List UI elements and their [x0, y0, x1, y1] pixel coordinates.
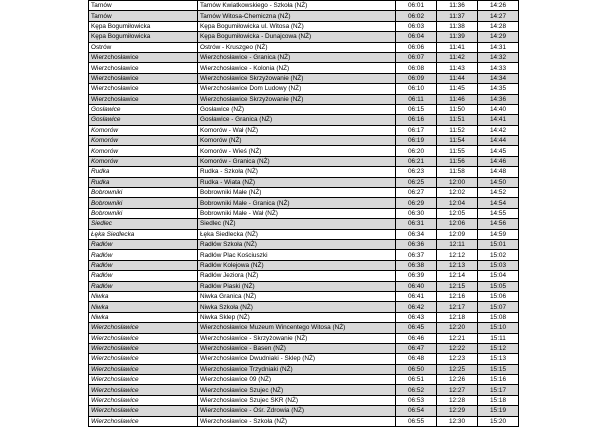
- departure-time-2-cell: 11:51: [437, 115, 478, 125]
- locality-cell: Wierzchosławice: [89, 323, 198, 333]
- departure-time-1-cell: 06:06: [396, 42, 437, 52]
- table-row: [89, 281, 519, 291]
- departure-time-1-cell: 06:08: [396, 63, 437, 73]
- stop-name-cell: Wierzchosławice - Basen (NŻ): [198, 343, 396, 353]
- departure-time-1-cell: 06:02: [396, 11, 437, 21]
- stop-name-cell: Komorów (NŻ): [198, 136, 396, 146]
- table-row: [89, 250, 519, 260]
- departure-time-2-cell: 12:29: [437, 406, 478, 416]
- departure-time-1-cell: 06:19: [396, 136, 437, 146]
- table-row: [89, 406, 519, 416]
- departure-time-3-cell: 14:52: [478, 188, 519, 198]
- departure-time-2-cell: 12:26: [437, 375, 478, 385]
- table-row: [89, 146, 519, 156]
- departure-time-3-cell: 14:40: [478, 104, 519, 114]
- locality-cell: Wierzchosławice: [89, 375, 198, 385]
- departure-time-1-cell: 06:43: [396, 312, 437, 322]
- locality-cell: Radłów: [89, 271, 198, 281]
- locality-cell: Siedlec: [89, 219, 198, 229]
- departure-time-1-cell: 06:20: [396, 146, 437, 156]
- departure-time-3-cell: 14:34: [478, 73, 519, 83]
- departure-time-1-cell: 06:31: [396, 219, 437, 229]
- departure-time-1-cell: 06:53: [396, 395, 437, 405]
- locality-cell: Komorów: [89, 146, 198, 156]
- departure-time-2-cell: 12:16: [437, 291, 478, 301]
- departure-time-2-cell: 11:36: [437, 1, 478, 11]
- table-row: [89, 208, 519, 218]
- locality-cell: Wierzchosławice: [89, 385, 198, 395]
- departure-time-2-cell: 12:28: [437, 395, 478, 405]
- timetable-table: [88, 0, 519, 427]
- table-row: [89, 188, 519, 198]
- stop-name-cell: Wierzchosławice Skrzyżowanie (NŻ): [198, 94, 396, 104]
- departure-time-3-cell: 15:04: [478, 271, 519, 281]
- departure-time-3-cell: 14:45: [478, 146, 519, 156]
- stop-name-cell: Kępa Bogumiłowicka - Dunajcowa (NŻ): [198, 32, 396, 42]
- stop-name-cell: Radłów Kolejowa (NŻ): [198, 260, 396, 270]
- locality-cell: Tarnów: [89, 1, 198, 11]
- stop-name-cell: Bobrowniki Małe - Granica (NŻ): [198, 198, 396, 208]
- departure-time-3-cell: 14:42: [478, 125, 519, 135]
- departure-time-1-cell: 06:04: [396, 32, 437, 42]
- locality-cell: Wierzchosławice: [89, 395, 198, 405]
- table-row: [89, 136, 519, 146]
- locality-cell: Rudka: [89, 167, 198, 177]
- departure-time-2-cell: 11:37: [437, 11, 478, 21]
- stop-name-cell: Radłów Plac Kościuszki: [198, 250, 396, 260]
- departure-time-1-cell: 06:36: [396, 239, 437, 249]
- departure-time-1-cell: 06:50: [396, 364, 437, 374]
- stop-name-cell: Wierzchosławice - Szkoła (NŻ): [198, 416, 396, 426]
- locality-cell: Bobrowniki: [89, 188, 198, 198]
- table-row: [89, 167, 519, 177]
- departure-time-3-cell: 15:08: [478, 312, 519, 322]
- departure-time-3-cell: 15:06: [478, 291, 519, 301]
- departure-time-3-cell: 15:18: [478, 395, 519, 405]
- stop-name-cell: Siedlec (NŻ): [198, 219, 396, 229]
- locality-cell: Kępa Bogumiłowicka: [89, 21, 198, 31]
- locality-cell: Wierzchosławice: [89, 364, 198, 374]
- table-row: [89, 94, 519, 104]
- table-row: [89, 42, 519, 52]
- departure-time-1-cell: 06:41: [396, 291, 437, 301]
- table-row: [89, 73, 519, 83]
- stop-name-cell: Niwka Sklep (NŻ): [198, 312, 396, 322]
- stop-name-cell: Komorów - Wieś (NŻ): [198, 146, 396, 156]
- departure-time-1-cell: 06:45: [396, 323, 437, 333]
- locality-cell: Ostrów: [89, 42, 198, 52]
- locality-cell: Bobrowniki: [89, 198, 198, 208]
- departure-time-2-cell: 12:15: [437, 281, 478, 291]
- departure-time-3-cell: 14:44: [478, 136, 519, 146]
- table-row: [89, 84, 519, 94]
- departure-time-2-cell: 12:25: [437, 364, 478, 374]
- locality-cell: Wierzchosławice: [89, 354, 198, 364]
- departure-time-2-cell: 12:18: [437, 312, 478, 322]
- departure-time-2-cell: 12:05: [437, 208, 478, 218]
- departure-time-1-cell: 06:51: [396, 375, 437, 385]
- departure-time-2-cell: 12:17: [437, 302, 478, 312]
- departure-time-3-cell: 14:36: [478, 94, 519, 104]
- departure-time-1-cell: 06:15: [396, 104, 437, 114]
- stop-name-cell: Wierzchosławice Trzydniaki (NŻ): [198, 364, 396, 374]
- table-row: [89, 385, 519, 395]
- locality-cell: Niwka: [89, 312, 198, 322]
- locality-cell: Komorów: [89, 125, 198, 135]
- table-row: [89, 364, 519, 374]
- departure-time-3-cell: 15:17: [478, 385, 519, 395]
- departure-time-2-cell: 11:44: [437, 73, 478, 83]
- table-row: [89, 32, 519, 42]
- departure-time-1-cell: 06:54: [396, 406, 437, 416]
- departure-time-1-cell: 06:30: [396, 208, 437, 218]
- timetable-body: [89, 1, 519, 427]
- departure-time-2-cell: 11:58: [437, 167, 478, 177]
- locality-cell: Wierzchosławice: [89, 406, 198, 416]
- table-row: [89, 416, 519, 426]
- stop-name-cell: Niwka Granica (NŻ): [198, 291, 396, 301]
- departure-time-2-cell: 12:23: [437, 354, 478, 364]
- table-row: [89, 63, 519, 73]
- departure-time-3-cell: 14:28: [478, 21, 519, 31]
- locality-cell: Radłów: [89, 260, 198, 270]
- table-row: [89, 115, 519, 125]
- table-row: [89, 125, 519, 135]
- table-row: [89, 323, 519, 333]
- departure-time-1-cell: 06:37: [396, 250, 437, 260]
- departure-time-3-cell: 14:27: [478, 11, 519, 21]
- departure-time-1-cell: 06:29: [396, 198, 437, 208]
- departure-time-3-cell: 15:10: [478, 323, 519, 333]
- stop-name-cell: Wierzchosławice 09 (NŻ): [198, 375, 396, 385]
- departure-time-1-cell: 06:17: [396, 125, 437, 135]
- locality-cell: Komorów: [89, 156, 198, 166]
- stop-name-cell: Wierzchosławice - Skrzyżowanie (NŻ): [198, 333, 396, 343]
- departure-time-3-cell: 15:12: [478, 343, 519, 353]
- departure-time-2-cell: 11:50: [437, 104, 478, 114]
- locality-cell: Rudka: [89, 177, 198, 187]
- stop-name-cell: Bobrowniki Małe - Wał (NŻ): [198, 208, 396, 218]
- departure-time-2-cell: 12:12: [437, 250, 478, 260]
- departure-time-3-cell: 14:55: [478, 208, 519, 218]
- departure-time-2-cell: 12:11: [437, 239, 478, 249]
- table-row: [89, 343, 519, 353]
- departure-time-2-cell: 11:52: [437, 125, 478, 135]
- table-row: [89, 239, 519, 249]
- departure-time-2-cell: 12:30: [437, 416, 478, 426]
- departure-time-1-cell: 06:03: [396, 21, 437, 31]
- departure-time-3-cell: 15:07: [478, 302, 519, 312]
- departure-time-1-cell: 06:21: [396, 156, 437, 166]
- stop-name-cell: Radłów Szkoła (NŻ): [198, 239, 396, 249]
- departure-time-2-cell: 11:39: [437, 32, 478, 42]
- departure-time-2-cell: 11:45: [437, 84, 478, 94]
- departure-time-2-cell: 11:42: [437, 52, 478, 62]
- locality-cell: Gosławice: [89, 115, 198, 125]
- table-row: [89, 302, 519, 312]
- stop-name-cell: Wierzchosławice Skrzyżowanie (NŻ): [198, 73, 396, 83]
- departure-time-3-cell: 14:26: [478, 1, 519, 11]
- departure-time-2-cell: 12:13: [437, 260, 478, 270]
- locality-cell: Niwka: [89, 291, 198, 301]
- stop-name-cell: Łęka Siedlecka (NŻ): [198, 229, 396, 239]
- departure-time-3-cell: 14:29: [478, 32, 519, 42]
- departure-time-3-cell: 15:05: [478, 281, 519, 291]
- locality-cell: Wierzchosławice: [89, 63, 198, 73]
- departure-time-3-cell: 14:32: [478, 52, 519, 62]
- locality-cell: Kępa Bogumiłowicka: [89, 32, 198, 42]
- departure-time-1-cell: 06:39: [396, 271, 437, 281]
- stop-name-cell: Wierzchosławice Szujec SKR (NŻ): [198, 395, 396, 405]
- table-row: [89, 312, 519, 322]
- departure-time-3-cell: 15:15: [478, 364, 519, 374]
- departure-time-3-cell: 14:33: [478, 63, 519, 73]
- departure-time-1-cell: 06:07: [396, 52, 437, 62]
- table-row: [89, 52, 519, 62]
- departure-time-1-cell: 06:09: [396, 73, 437, 83]
- table-row: [89, 1, 519, 11]
- departure-time-1-cell: 06:40: [396, 281, 437, 291]
- departure-time-1-cell: 06:11: [396, 94, 437, 104]
- stop-name-cell: Gosławice (NŻ): [198, 104, 396, 114]
- departure-time-1-cell: 06:52: [396, 385, 437, 395]
- departure-time-1-cell: 06:55: [396, 416, 437, 426]
- departure-time-2-cell: 11:54: [437, 136, 478, 146]
- locality-cell: Wierzchosławice: [89, 84, 198, 94]
- departure-time-3-cell: 14:48: [478, 167, 519, 177]
- stop-name-cell: Ostrów - Kruszgeo (NŻ): [198, 42, 396, 52]
- departure-time-1-cell: 06:42: [396, 302, 437, 312]
- table-row: [89, 219, 519, 229]
- departure-time-1-cell: 06:01: [396, 1, 437, 11]
- stop-name-cell: Niwka Szkoła (NŻ): [198, 302, 396, 312]
- locality-cell: Bobrowniki: [89, 208, 198, 218]
- departure-time-3-cell: 15:11: [478, 333, 519, 343]
- departure-time-2-cell: 11:43: [437, 63, 478, 73]
- departure-time-2-cell: 12:21: [437, 333, 478, 343]
- departure-time-3-cell: 14:56: [478, 219, 519, 229]
- departure-time-3-cell: 15:03: [478, 260, 519, 270]
- locality-cell: Radłów: [89, 281, 198, 291]
- stop-name-cell: Tarnów Kwiatkowskiego - Szkoła (NŻ): [198, 1, 396, 11]
- departure-time-3-cell: 14:46: [478, 156, 519, 166]
- departure-time-2-cell: 12:27: [437, 385, 478, 395]
- stop-name-cell: Wierzchosławice Dwudniaki - Sklep (NŻ): [198, 354, 396, 364]
- table-row: [89, 198, 519, 208]
- locality-cell: Tarnów: [89, 11, 198, 21]
- departure-time-1-cell: 06:34: [396, 229, 437, 239]
- stop-name-cell: Tarnów Witosa-Chemiczna (NŻ): [198, 11, 396, 21]
- table-row: [89, 395, 519, 405]
- departure-time-1-cell: 06:48: [396, 354, 437, 364]
- departure-time-2-cell: 12:22: [437, 343, 478, 353]
- departure-time-2-cell: 12:14: [437, 271, 478, 281]
- stop-name-cell: Wierzchosławice - Ośr. Zdrowia (NŻ): [198, 406, 396, 416]
- departure-time-3-cell: 15:13: [478, 354, 519, 364]
- stop-name-cell: Wierzchosławice - Granica (NŻ): [198, 52, 396, 62]
- stop-name-cell: Wierzchosławice Muzeum Wincentego Witosa (NŻ): [198, 323, 396, 333]
- departure-time-1-cell: 06:46: [396, 333, 437, 343]
- departure-time-1-cell: 06:25: [396, 177, 437, 187]
- departure-time-2-cell: 12:06: [437, 219, 478, 229]
- departure-time-1-cell: 06:23: [396, 167, 437, 177]
- table-row: [89, 21, 519, 31]
- stop-name-cell: Wierzchosławice - Kolonia (NŻ): [198, 63, 396, 73]
- locality-cell: Wierzchosławice: [89, 94, 198, 104]
- stop-name-cell: Komorów - Granica (NŻ): [198, 156, 396, 166]
- locality-cell: Łęka Siedlecka: [89, 229, 198, 239]
- locality-cell: Komorów: [89, 136, 198, 146]
- table-row: [89, 260, 519, 270]
- table-row: [89, 271, 519, 281]
- departure-time-2-cell: 11:56: [437, 156, 478, 166]
- stop-name-cell: Gosławice - Granica (NŻ): [198, 115, 396, 125]
- stop-name-cell: Bobrowniki Małe (NŻ): [198, 188, 396, 198]
- departure-time-1-cell: 06:47: [396, 343, 437, 353]
- stop-name-cell: Kępa Bogumiłowicka ul. Witosa (NŻ): [198, 21, 396, 31]
- locality-cell: Radłów: [89, 239, 198, 249]
- table-row: [89, 11, 519, 21]
- stop-name-cell: Rudka - Wiata (NŻ): [198, 177, 396, 187]
- locality-cell: Wierzchosławice: [89, 52, 198, 62]
- timetable-sheet: [88, 0, 506, 427]
- stop-name-cell: Radłów Jeziora (NŻ): [198, 271, 396, 281]
- departure-time-2-cell: 12:04: [437, 198, 478, 208]
- departure-time-2-cell: 12:20: [437, 323, 478, 333]
- departure-time-3-cell: 15:16: [478, 375, 519, 385]
- locality-cell: Radłów: [89, 250, 198, 260]
- departure-time-1-cell: 06:10: [396, 84, 437, 94]
- departure-time-3-cell: 14:54: [478, 198, 519, 208]
- stop-name-cell: Wierzchosławice Dom Ludowy (NŻ): [198, 84, 396, 94]
- departure-time-3-cell: 15:19: [478, 406, 519, 416]
- table-row: [89, 375, 519, 385]
- locality-cell: Wierzchosławice: [89, 416, 198, 426]
- departure-time-1-cell: 06:16: [396, 115, 437, 125]
- table-row: [89, 291, 519, 301]
- departure-time-2-cell: 12:09: [437, 229, 478, 239]
- departure-time-3-cell: 14:41: [478, 115, 519, 125]
- departure-time-2-cell: 11:55: [437, 146, 478, 156]
- departure-time-3-cell: 15:01: [478, 239, 519, 249]
- departure-time-2-cell: 12:02: [437, 188, 478, 198]
- departure-time-2-cell: 11:41: [437, 42, 478, 52]
- departure-time-3-cell: 14:31: [478, 42, 519, 52]
- table-row: [89, 333, 519, 343]
- departure-time-1-cell: 06:38: [396, 260, 437, 270]
- locality-cell: Niwka: [89, 302, 198, 312]
- locality-cell: Wierzchosławice: [89, 343, 198, 353]
- departure-time-3-cell: 14:50: [478, 177, 519, 187]
- departure-time-3-cell: 15:20: [478, 416, 519, 426]
- departure-time-3-cell: 15:02: [478, 250, 519, 260]
- locality-cell: Wierzchosławice: [89, 73, 198, 83]
- table-row: [89, 104, 519, 114]
- table-row: [89, 177, 519, 187]
- stop-name-cell: Komorów - Wał (NŻ): [198, 125, 396, 135]
- stop-name-cell: Rudka - Szkoła (NŻ): [198, 167, 396, 177]
- departure-time-3-cell: 14:35: [478, 84, 519, 94]
- table-row: [89, 229, 519, 239]
- departure-time-2-cell: 11:46: [437, 94, 478, 104]
- locality-cell: Wierzchosławice: [89, 333, 198, 343]
- departure-time-2-cell: 11:38: [437, 21, 478, 31]
- locality-cell: Gosławice: [89, 104, 198, 114]
- stop-name-cell: Wierzchosławice Szujec (NŻ): [198, 385, 396, 395]
- departure-time-1-cell: 06:27: [396, 188, 437, 198]
- departure-time-3-cell: 14:59: [478, 229, 519, 239]
- table-row: [89, 156, 519, 166]
- departure-time-2-cell: 12:00: [437, 177, 478, 187]
- stop-name-cell: Radłów Piaski (NŻ): [198, 281, 396, 291]
- table-row: [89, 354, 519, 364]
